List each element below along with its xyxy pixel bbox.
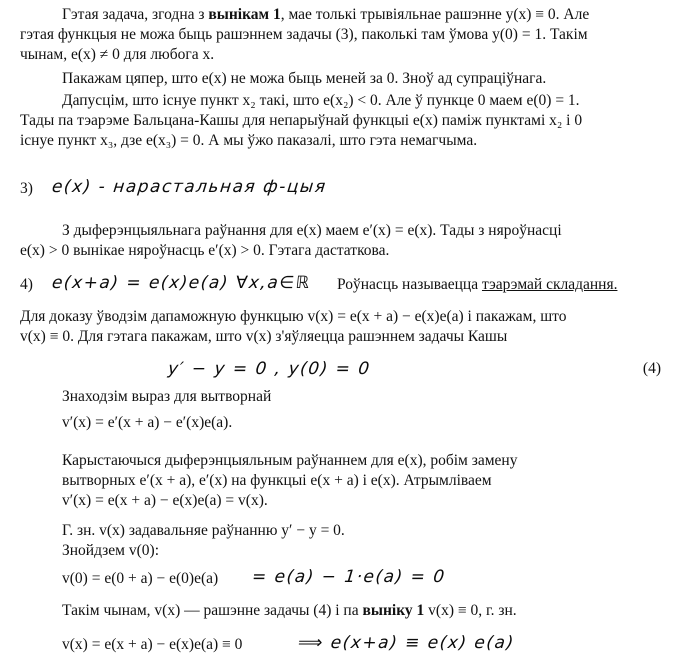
paragraph-line: Такім чынам, v(x) — рашэнне задачы (4) і па выніку 1 v(x) ≡ 0, г. зн. bbox=[62, 602, 517, 619]
paragraph-line: вытворных e′(x + a), e′(x) на функцыі e(x + a) і e(x). Атрымліваем bbox=[62, 472, 492, 489]
handwritten-equation: y′ − y = 0 , y(0) = 0 bbox=[166, 359, 372, 379]
paragraph-line: Г. зн. v(x) задавальняе раўнанню y′ − y = 0. bbox=[62, 522, 345, 539]
equation-number: (4) bbox=[642, 360, 661, 377]
handwritten-equation: ⟹ e(x+a) ≡ e(x) e(a) bbox=[296, 633, 516, 653]
paragraph-line: Пакажам цяпер, што e(x) не можа быць меней за 0. Зноў ад супраціўнага. bbox=[62, 70, 547, 87]
handwritten-heading: e(x) - нарастальная ф-цыя bbox=[50, 177, 328, 197]
section-number: 3) bbox=[20, 180, 33, 197]
handwritten-equation: = e(a) − 1·e(a) = 0 bbox=[250, 567, 447, 587]
paragraph-line: Тады па тэарэме Бальцана-Кашы для непарыўнай функцыі e(x) паміж пунктамі x₂ і 0 bbox=[20, 112, 583, 129]
paragraph-line: Знаходзім выраз для вытворнай bbox=[62, 388, 272, 405]
paragraph-line: v(x) ≡ 0. Для гэтага пакажам, што v(x) з'яўляецца рашэннем задачы Кашы bbox=[20, 328, 508, 345]
equation-line: v(x) = e(x + a) − e(x)e(a) ≡ 0 bbox=[62, 636, 243, 653]
bold-term: выніку 1 bbox=[362, 602, 425, 619]
paragraph-line: чынам, e(x) ≠ 0 для любога x. bbox=[20, 46, 215, 63]
paragraph-line: Дапусцім, што існуе пункт x₂ такі, што e(x₂) < 0. Але ў пункце 0 маем e(0) = 1. bbox=[62, 92, 580, 109]
section-number: 4) bbox=[20, 276, 33, 293]
handwritten-heading: e(x+a) = e(x)e(a) ∀x,a∈ℝ bbox=[50, 273, 312, 293]
equation-line: v′(x) = e′(x + a) − e′(x)e(a). bbox=[62, 414, 233, 431]
paragraph-line: існуе пункт x₃, дзе e(x₃) = 0. А мы ўжо паказалі, што гэта немагчыма. bbox=[20, 132, 478, 149]
equation-line: v(0) = e(0 + a) − e(0)e(a) bbox=[62, 570, 219, 587]
paragraph-line: гэтая функцыя не можа быць рашэннем задачы (3), паколькі там ўмова y(0) = 1. Такім bbox=[20, 26, 588, 43]
paragraph-line: Гэтая задача, згодна з вынікам 1, мае толькі трывіяльнае рашэнне y(x) ≡ 0. Але bbox=[62, 6, 590, 23]
section-title: Роўнасць называецца тэарэмай складання. bbox=[337, 276, 618, 293]
paragraph-line: Карыстаючыся дыферэнцыяльным раўнаннем для e(x), робім замену bbox=[62, 452, 518, 469]
paragraph-line: Для доказу ўводзім дапаможную функцыю v(x) = e(x + a) − e(x)e(a) і пакажам, што bbox=[20, 308, 567, 325]
paragraph-line: З дыферэнцыяльнага раўнання для e(x) маем e′(x) = e(x). Тады з няроўнасці bbox=[62, 222, 562, 239]
paragraph-line: Знойдзем v(0): bbox=[62, 542, 159, 559]
equation-line: v′(x) = e(x + a) − e(x)e(a) = v(x). bbox=[62, 492, 268, 509]
paragraph-line: e(x) > 0 вынікае няроўнасць e′(x) > 0. Гэтага дастаткова. bbox=[20, 242, 390, 259]
bold-term: вынікам 1 bbox=[208, 6, 281, 23]
